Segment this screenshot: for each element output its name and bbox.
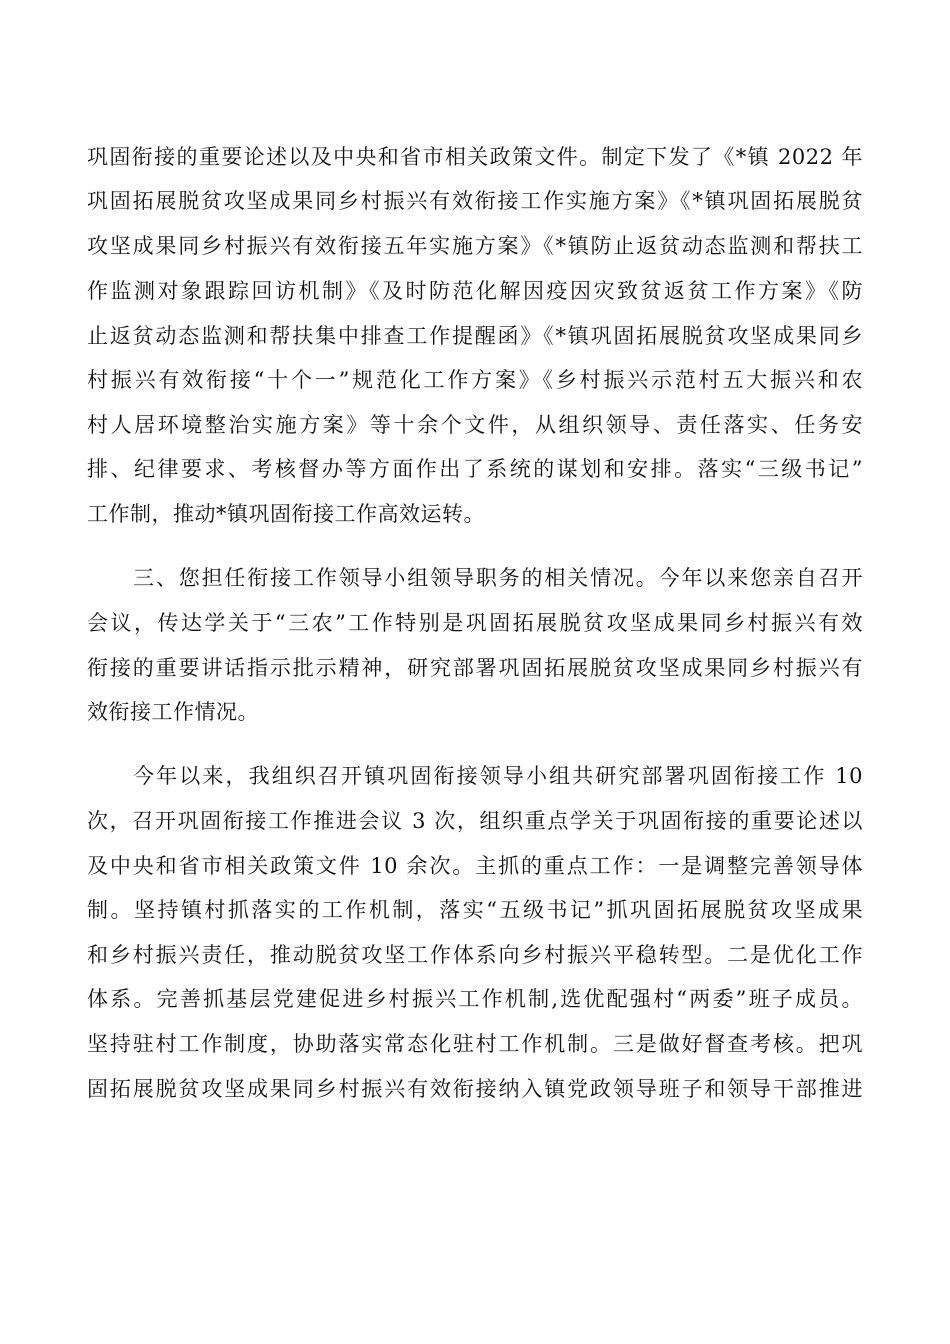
text-line: 衔接的重要讲话指示批示精神，研究部署巩固拓展脱贫攻坚成果同乡村振兴有 (87, 656, 863, 680)
text-line: 坚持驻村工作制度，协助落实常态化驻村工作机制。三是做好督查考核。把巩 (87, 1032, 863, 1056)
text-line: 村振兴有效衔接“十个一”规范化工作方案》《乡村振兴示范村五大振兴和农 (87, 368, 863, 392)
text-line: 工作制，推动*镇巩固衔接工作高效运转。 (87, 502, 485, 526)
text-line: 固拓展脱贫攻坚成果同乡村振兴有效衔接纳入镇党政领导班子和领导干部推进 (87, 1077, 863, 1101)
text-line: 及中央和省市相关政策文件 10 余次。主抓的重点工作：一是调整完善领导体 (87, 854, 863, 878)
text-line: 巩固拓展脱贫攻坚成果同乡村振兴有效衔接工作实施方案》《*镇巩固拓展脱贫 (87, 189, 863, 213)
text-line: 巩固衔接的重要论述以及中央和省市相关政策文件。制定下发了《*镇 2022 年 (87, 145, 863, 169)
text-line: 攻坚成果同乡村振兴有效衔接五年实施方案》《*镇防止返贫动态监测和帮扶工 (87, 234, 863, 258)
text-line: 次，召开巩固衔接工作推进会议 3 次，组织重点学关于巩固衔接的重要论述以 (87, 809, 863, 833)
text-line: 今年以来，我组织召开镇巩固衔接领导小组共研究部署巩固衔接工作 10 (133, 764, 863, 788)
text-line: 效衔接工作情况。 (87, 700, 259, 724)
text-line: 会议，传达学关于“三农”工作特别是巩固拓展脱贫攻坚成果同乡村振兴有效 (87, 611, 863, 635)
text-line: 和乡村振兴责任，推动脱贫攻坚工作体系向乡村振兴平稳转型。二是优化工作 (87, 943, 863, 967)
text-line: 作监测对象跟踪回访机制》《及时防范化解因疫因灾致贫返贫工作方案》《防 (87, 279, 863, 303)
text-line: 村人居环境整治实施方案》等十余个文件，从组织领导、责任落实、任务安 (87, 413, 863, 437)
text-line: 排、纪律要求、考核督办等方面作出了系统的谋划和安排。落实“三级书记” (87, 457, 863, 481)
text-line: 制。坚持镇村抓落实的工作机制，落实“五级书记”抓巩固拓展脱贫攻坚成果 (87, 898, 863, 922)
text-line: 止返贫动态监测和帮扶集中排查工作提醒函》《*镇巩固拓展脱贫攻坚成果同乡 (87, 324, 863, 348)
text-line: 三、您担任衔接工作领导小组领导职务的相关情况。今年以来您亲自召开 (133, 566, 863, 590)
text-line: 体系。完善抓基层党建促进乡村振兴工作机制,选优配强村“两委”班子成员。 (87, 987, 863, 1011)
